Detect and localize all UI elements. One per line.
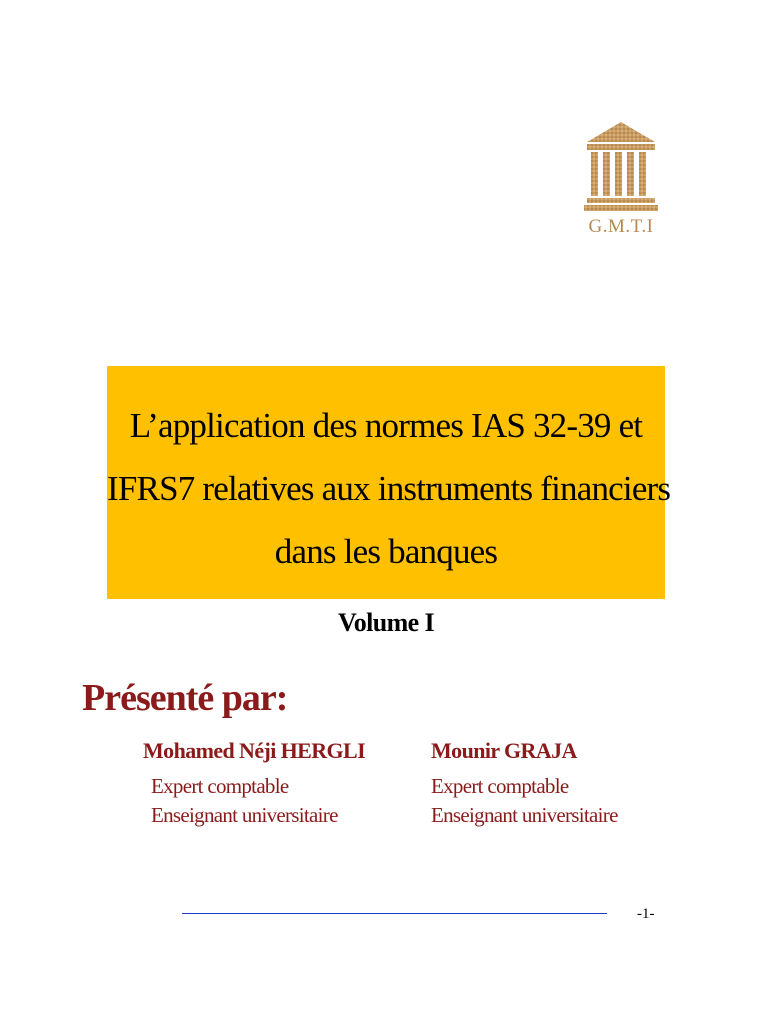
author-name: Mounir GRAJA xyxy=(431,738,577,763)
footer-divider xyxy=(182,913,607,914)
author-block-graja xyxy=(431,738,618,828)
page-number: -1- xyxy=(637,906,655,922)
volume-label: Volume I xyxy=(337,608,435,637)
gmti-logo xyxy=(583,120,659,246)
author-role: Enseignant universitaire xyxy=(431,803,618,827)
author-role: Enseignant universitaire xyxy=(151,803,338,827)
title-box xyxy=(107,366,671,599)
building-columns-icon xyxy=(583,120,659,212)
title-line-1: L’application des normes IAS 32-39 et xyxy=(129,406,643,445)
title-line-3: dans les banques xyxy=(274,532,498,571)
logo-text: G.M.T.I xyxy=(588,216,654,237)
author-block-hergli xyxy=(143,738,365,828)
presented-by-heading: Présenté par: xyxy=(82,677,288,719)
title-line-2: IFRS7 relatives aux instruments financiers xyxy=(107,469,671,508)
author-name: Mohamed Néji HERGLI xyxy=(143,738,366,763)
author-role: Expert comptable xyxy=(431,774,569,798)
author-role: Expert comptable xyxy=(151,774,289,798)
